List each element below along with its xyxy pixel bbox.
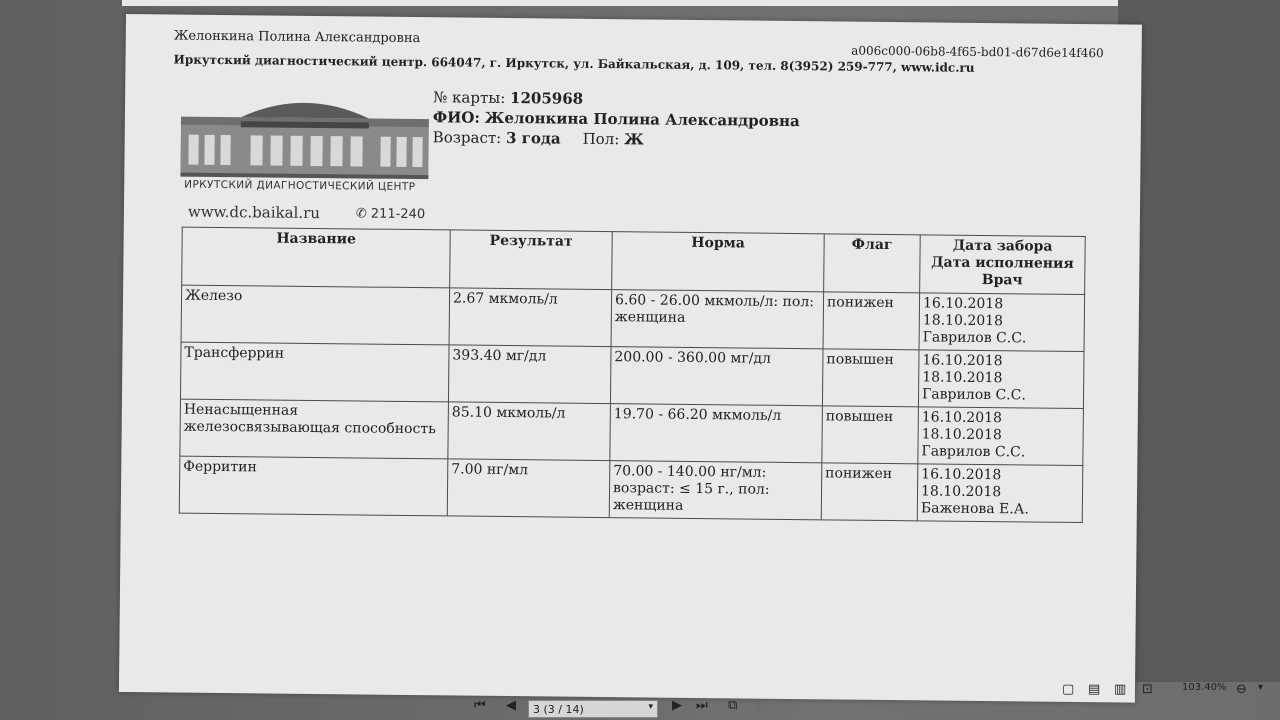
header-patient-name: Желонкина Полина Александровна (173, 28, 421, 47)
page-number-value: 3 (3 / 14) (533, 703, 584, 716)
zoom-level: 103.40% (1182, 682, 1227, 693)
card-number: 1205968 (510, 89, 584, 108)
export-icon[interactable]: ⎙ (756, 698, 767, 713)
report-page (119, 14, 1142, 703)
prev-page-icon[interactable]: ◀ (506, 698, 516, 713)
single-page-view-icon[interactable]: ▢ (1062, 682, 1075, 697)
cell-flag: повышен (822, 349, 919, 407)
table-row (180, 399, 1084, 465)
col-flag-header: Флаг (824, 234, 921, 293)
col-date-collected-header: Дата забора (952, 237, 1053, 255)
table-row (179, 456, 1083, 522)
cell-norm: 70.00 - 140.00 нг/мл: возраст: ≤ 15 г., пол: женщина (609, 461, 822, 520)
zoom-dropdown-icon[interactable]: ▾ (1258, 682, 1264, 693)
fio-label: ФИО: (432, 108, 481, 127)
card-label: № карты: (433, 88, 506, 107)
cell-name: Трансферрин (180, 342, 449, 402)
phone-icon: ✆ (355, 206, 367, 222)
cell-result: 393.40 мг/дл (448, 345, 611, 404)
viewer-side-area (1118, 0, 1280, 682)
cell-result: 7.00 нг/мл (447, 459, 610, 518)
cell-dates (917, 464, 1083, 523)
sex-value: Ж (624, 130, 644, 149)
col-doctor-header: Врач (981, 271, 1023, 289)
clinic-logo (180, 91, 437, 224)
cell-dates (918, 407, 1084, 466)
first-page-icon[interactable]: ⏮ (474, 698, 486, 713)
zoom-out-icon[interactable]: ⊖ (1236, 682, 1247, 697)
table-row (180, 342, 1084, 408)
col-dates-header (920, 235, 1086, 295)
cell-name: Железо (181, 285, 450, 345)
viewer-toolbar (0, 682, 1280, 720)
multi-page-icon[interactable]: ⧉ (728, 698, 738, 713)
cell-name: Ненасыщенная железосвязывающая способность (180, 399, 449, 459)
cell-flag: понижен (821, 463, 918, 521)
fio-value: Желонкина Полина Александровна (484, 108, 800, 131)
logo-phone-number: 211-240 (370, 206, 426, 223)
fit-width-icon[interactable]: ⊡ (1142, 682, 1153, 697)
logo-website: www.dc.baikal.ru (187, 202, 321, 223)
cell-norm: 6.60 - 26.00 мкмоль/л: пол: женщина (611, 290, 824, 349)
logo-caption: ИРКУТСКИЙ ДИАГНОСТИЧЕСКИЙ ЦЕНТР (184, 178, 416, 194)
cell-doctor: Гаврилов С.С. (921, 443, 1026, 461)
cell-date-collected: 16.10.2018 (922, 352, 1003, 370)
table-row (181, 285, 1085, 351)
two-page-view-icon[interactable]: ▤ (1088, 682, 1101, 697)
col-date-done-header: Дата исполнения (931, 254, 1074, 272)
cell-date-collected: 16.10.2018 (921, 409, 1003, 427)
cell-flag: понижен (823, 292, 920, 350)
previous-page-edge (122, 0, 1122, 6)
cell-result: 2.67 мкмоль/л (449, 288, 612, 347)
cell-date-collected: 16.10.2018 (922, 295, 1004, 313)
patient-info (433, 87, 800, 151)
col-norm-header: Норма (612, 232, 825, 292)
last-page-icon[interactable]: ⏭ (696, 698, 708, 713)
cell-result: 85.10 мкмоль/л (448, 402, 611, 461)
clinic-building-illustration (180, 91, 437, 184)
sex-label: Пол: (582, 129, 620, 149)
facing-pages-view-icon[interactable]: ▥ (1114, 682, 1127, 697)
table-header-row (182, 227, 1086, 294)
cell-norm: 200.00 - 360.00 мг/дл (610, 347, 823, 406)
cell-date-done: 18.10.2018 (921, 426, 1002, 444)
col-result-header: Результат (450, 230, 613, 290)
logo-phone (356, 206, 429, 222)
cell-doctor: Гаврилов С.С. (921, 386, 1026, 404)
header-document-id: a006c000-06b8-4f65-bd01-d67d6e14f460 (851, 43, 1104, 61)
col-name-header: Название (182, 227, 451, 288)
page-number-field[interactable] (528, 700, 658, 718)
cell-dates (918, 350, 1084, 409)
cell-norm: 19.70 - 66.20 мкмоль/л (610, 404, 823, 463)
age-value: 3 года (505, 128, 561, 148)
lab-results-table (179, 227, 1086, 523)
chevron-down-icon[interactable]: ▾ (648, 702, 653, 712)
cell-flag: повышен (822, 406, 919, 464)
cell-doctor: Гаврилов С.С. (922, 329, 1027, 347)
cell-date-collected: 16.10.2018 (921, 466, 1002, 484)
cell-date-done: 18.10.2018 (920, 483, 1002, 501)
cell-dates (919, 293, 1085, 352)
cell-name: Ферритин (179, 456, 448, 516)
cell-date-done: 18.10.2018 (922, 312, 1004, 330)
header-clinic-address: Иркутский диагностический центр. 664047, г. Иркутск, ул. Байкальская, д. 109, тел. 8(3952) 259-777, www.idc.ru (173, 52, 975, 75)
cell-date-done: 18.10.2018 (922, 369, 1003, 387)
next-page-icon[interactable]: ▶ (672, 698, 682, 713)
age-label: Возраст: (432, 128, 502, 147)
cell-doctor: Баженова Е.А. (920, 500, 1029, 518)
